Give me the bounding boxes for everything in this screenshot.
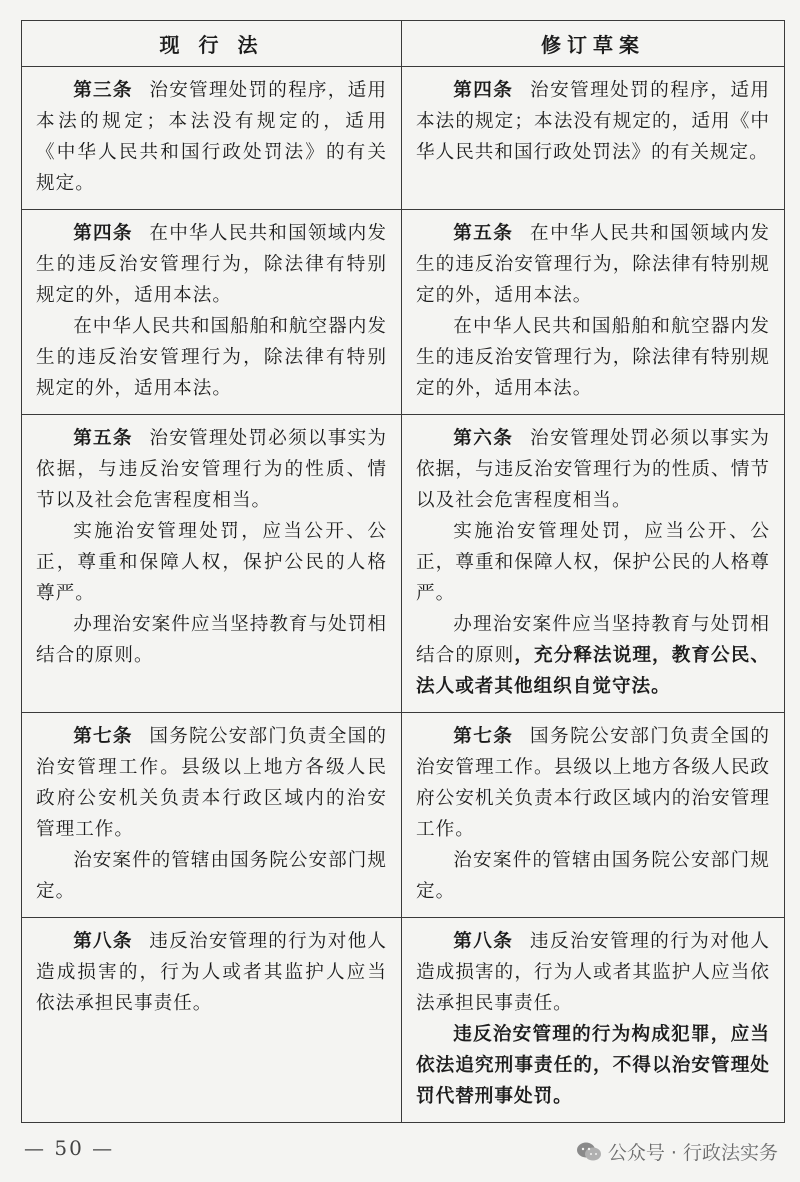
article-text: 在中华人民共和国领域内发生的违反治安管理行为，除法律有特别规定的外，适用本法。 <box>416 223 770 306</box>
article-text: 治安管理处罚必须以事实为依据，与违反治安管理行为的性质、情节以及社会危害程度相当。 <box>416 428 770 511</box>
article-paragraph <box>36 609 387 671</box>
article-paragraph <box>416 721 770 845</box>
article-number: 第四条 <box>73 223 133 244</box>
revised-draft-cell <box>402 713 785 918</box>
table-row <box>22 713 785 918</box>
current-law-cell <box>22 713 402 918</box>
revised-draft-cell <box>402 67 785 210</box>
article-text: 办理治安案件应当坚持教育与处罚相结合的原则 <box>416 614 770 666</box>
article-text: 实施治安管理处罚，应当公开、公正，尊重和保障人权，保护公民的人格尊严。 <box>416 521 770 604</box>
article-text: 治安管理处罚必须以事实为依据，与违反治安管理行为的性质、情节以及社会危害程度相当。 <box>36 428 387 511</box>
watermark-text: 公众号 · 行政法实务 <box>607 1142 778 1164</box>
article-number: 第五条 <box>73 428 133 449</box>
article-text: 国务院公安部门负责全国的治安管理工作。县级以上地方各级人民政府公安机关负责本行政区域内的治安管理工作。 <box>36 726 387 840</box>
article-paragraph <box>416 218 770 311</box>
page-number: — 50 — <box>24 1136 115 1160</box>
wechat-icon <box>576 1141 602 1163</box>
article-text: 实施治安管理处罚，应当公开、公正，尊重和保障人权，保护公民的人格尊严。 <box>36 521 387 604</box>
article-text: 在中华人民共和国船舶和航空器内发生的违反治安管理行为，除法律有特别规定的外，适用本法。 <box>416 316 770 399</box>
table-row <box>22 918 785 1123</box>
current-law-cell <box>22 67 402 210</box>
article-number: 第六条 <box>453 428 514 449</box>
article-text: 违反治安管理的行为对他人造成损害的，行为人或者其监护人应当依法承担民事责任。 <box>416 931 770 1014</box>
article-number: 第五条 <box>453 223 514 244</box>
table-row <box>22 67 785 210</box>
watermark <box>576 1138 778 1165</box>
header-current-law: 现 行 法 <box>22 21 402 67</box>
article-number: 第七条 <box>73 726 133 747</box>
article-paragraph <box>416 423 770 516</box>
article-text: 治安管理处罚的程序，适用本法的规定；本法没有规定的，适用《中华人民共和国行政处罚法》的有关规定。 <box>36 80 387 194</box>
article-paragraph <box>36 721 387 845</box>
table-row <box>22 210 785 415</box>
article-text: 国务院公安部门负责全国的治安管理工作。县级以上地方各级人民政府公安机关负责本行政区域内的治安管理工作。 <box>416 726 770 840</box>
revision-addition: 违反治安管理的行为构成犯罪，应当依法追究刑事责任的，不得以治安管理处罚代替刑事处罚。 <box>416 1024 770 1107</box>
revision-addition: ，充分释法说理，教育公民、法人或者其他组织自觉守法。 <box>416 645 770 697</box>
article-paragraph <box>416 1019 770 1112</box>
article-paragraph <box>416 516 770 609</box>
article-number: 第八条 <box>73 931 133 952</box>
article-text: 治安管理处罚的程序，适用本法的规定；本法没有规定的，适用《中华人民共和国行政处罚法》的有关规定。 <box>416 80 770 163</box>
comparison-table <box>21 20 785 1123</box>
article-paragraph <box>36 845 387 907</box>
article-number: 第三条 <box>73 80 133 101</box>
current-law-cell <box>22 210 402 415</box>
current-law-cell <box>22 918 402 1123</box>
revised-draft-cell <box>402 415 785 713</box>
article-paragraph <box>416 926 770 1019</box>
article-paragraph <box>416 845 770 907</box>
article-text: 在中华人民共和国领域内发生的违反治安管理行为，除法律有特别规定的外，适用本法。 <box>36 223 387 306</box>
article-paragraph <box>416 609 770 702</box>
article-paragraph <box>36 926 387 1019</box>
page-footer <box>0 1136 800 1176</box>
article-paragraph <box>36 423 387 516</box>
article-paragraph <box>36 218 387 311</box>
article-paragraph <box>416 75 770 168</box>
current-law-cell <box>22 415 402 713</box>
article-text: 治安案件的管辖由国务院公安部门规定。 <box>416 850 770 902</box>
revised-draft-cell <box>402 918 785 1123</box>
table-header-row <box>22 21 785 67</box>
article-paragraph <box>36 311 387 404</box>
header-revised-draft: 修订草案 <box>402 21 785 67</box>
article-number: 第八条 <box>453 931 514 952</box>
article-number: 第四条 <box>453 80 514 101</box>
article-text: 在中华人民共和国船舶和航空器内发生的违反治安管理行为，除法律有特别规定的外，适用本法。 <box>36 316 387 399</box>
article-paragraph <box>416 311 770 404</box>
table-row <box>22 415 785 713</box>
article-paragraph <box>36 75 387 199</box>
article-text: 违反治安管理的行为对他人造成损害的，行为人或者其监护人应当依法承担民事责任。 <box>36 931 387 1014</box>
article-text: 治安案件的管辖由国务院公安部门规定。 <box>36 850 387 902</box>
article-number: 第七条 <box>453 726 514 747</box>
article-text: 办理治安案件应当坚持教育与处罚相结合的原则。 <box>36 614 387 666</box>
revised-draft-cell <box>402 210 785 415</box>
article-paragraph <box>36 516 387 609</box>
